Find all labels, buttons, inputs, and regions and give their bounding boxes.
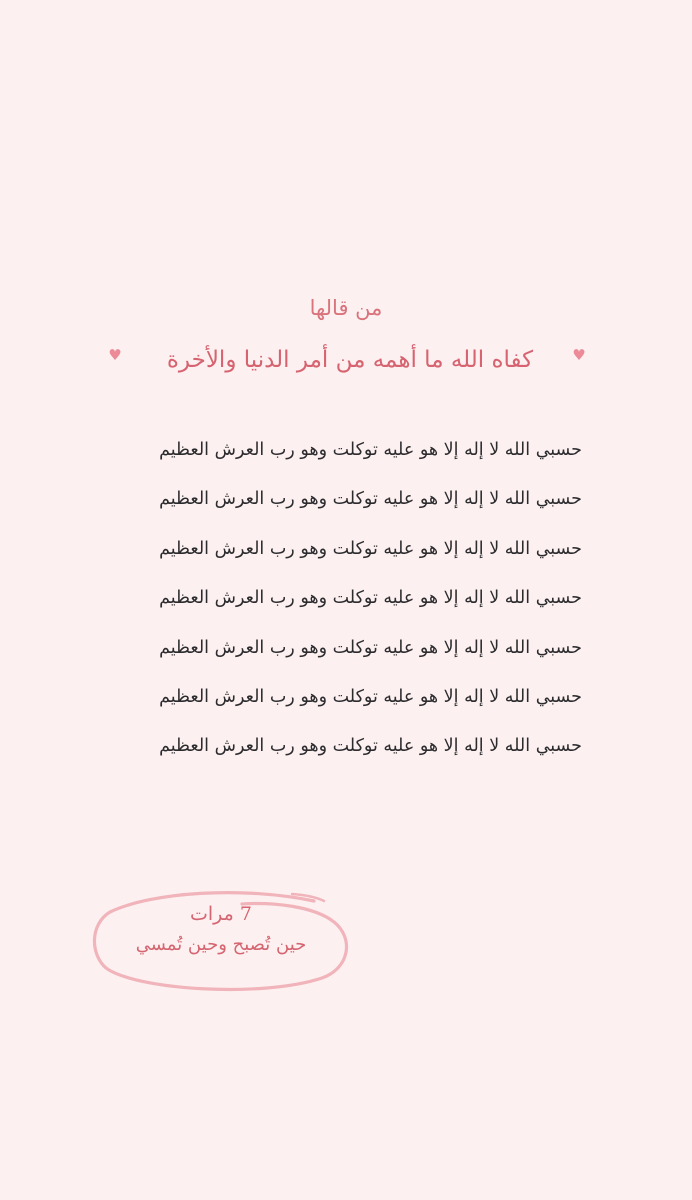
repetition-count: 7 مرات [190, 903, 252, 925]
dhikr-line: حسبي الله لا إله إلا هو عليه توكلت وهو رب العرش العظيم [159, 637, 582, 658]
dhikr-line: حسبي الله لا إله إلا هو عليه توكلت وهو رب العرش العظيم [159, 489, 582, 510]
dhikr-list [90, 430, 582, 776]
dhikr-line: حسبي الله لا إله إلا هو عليه توكلت وهو رب العرش العظيم [159, 686, 582, 707]
dhikr-line: حسبي الله لا إله إلا هو عليه توكلت وهو رب العرش العظيم [159, 538, 582, 559]
subtitle-row [0, 340, 692, 380]
repetition-note [92, 888, 350, 994]
page-title: من قالها [309, 296, 383, 320]
page-subtitle: كفاه الله ما أهمه من أمر الدنيا والأخرة [166, 347, 534, 373]
dhikr-line: حسبي الله لا إله إلا هو عليه توكلت وهو رب العرش العظيم [159, 440, 582, 460]
heart-icon: ♥ [572, 346, 586, 364]
dhikr-line: حسبي الله لا إله إلا هو عليه توكلت وهو رب العرش العظيم [159, 588, 582, 609]
heart-icon: ♥ [108, 346, 122, 364]
repetition-time: حين تُصبح وحين تُمسي [135, 934, 307, 955]
dhikr-line: حسبي الله لا إله إلا هو عليه توكلت وهو رب العرش العظيم [159, 736, 582, 757]
